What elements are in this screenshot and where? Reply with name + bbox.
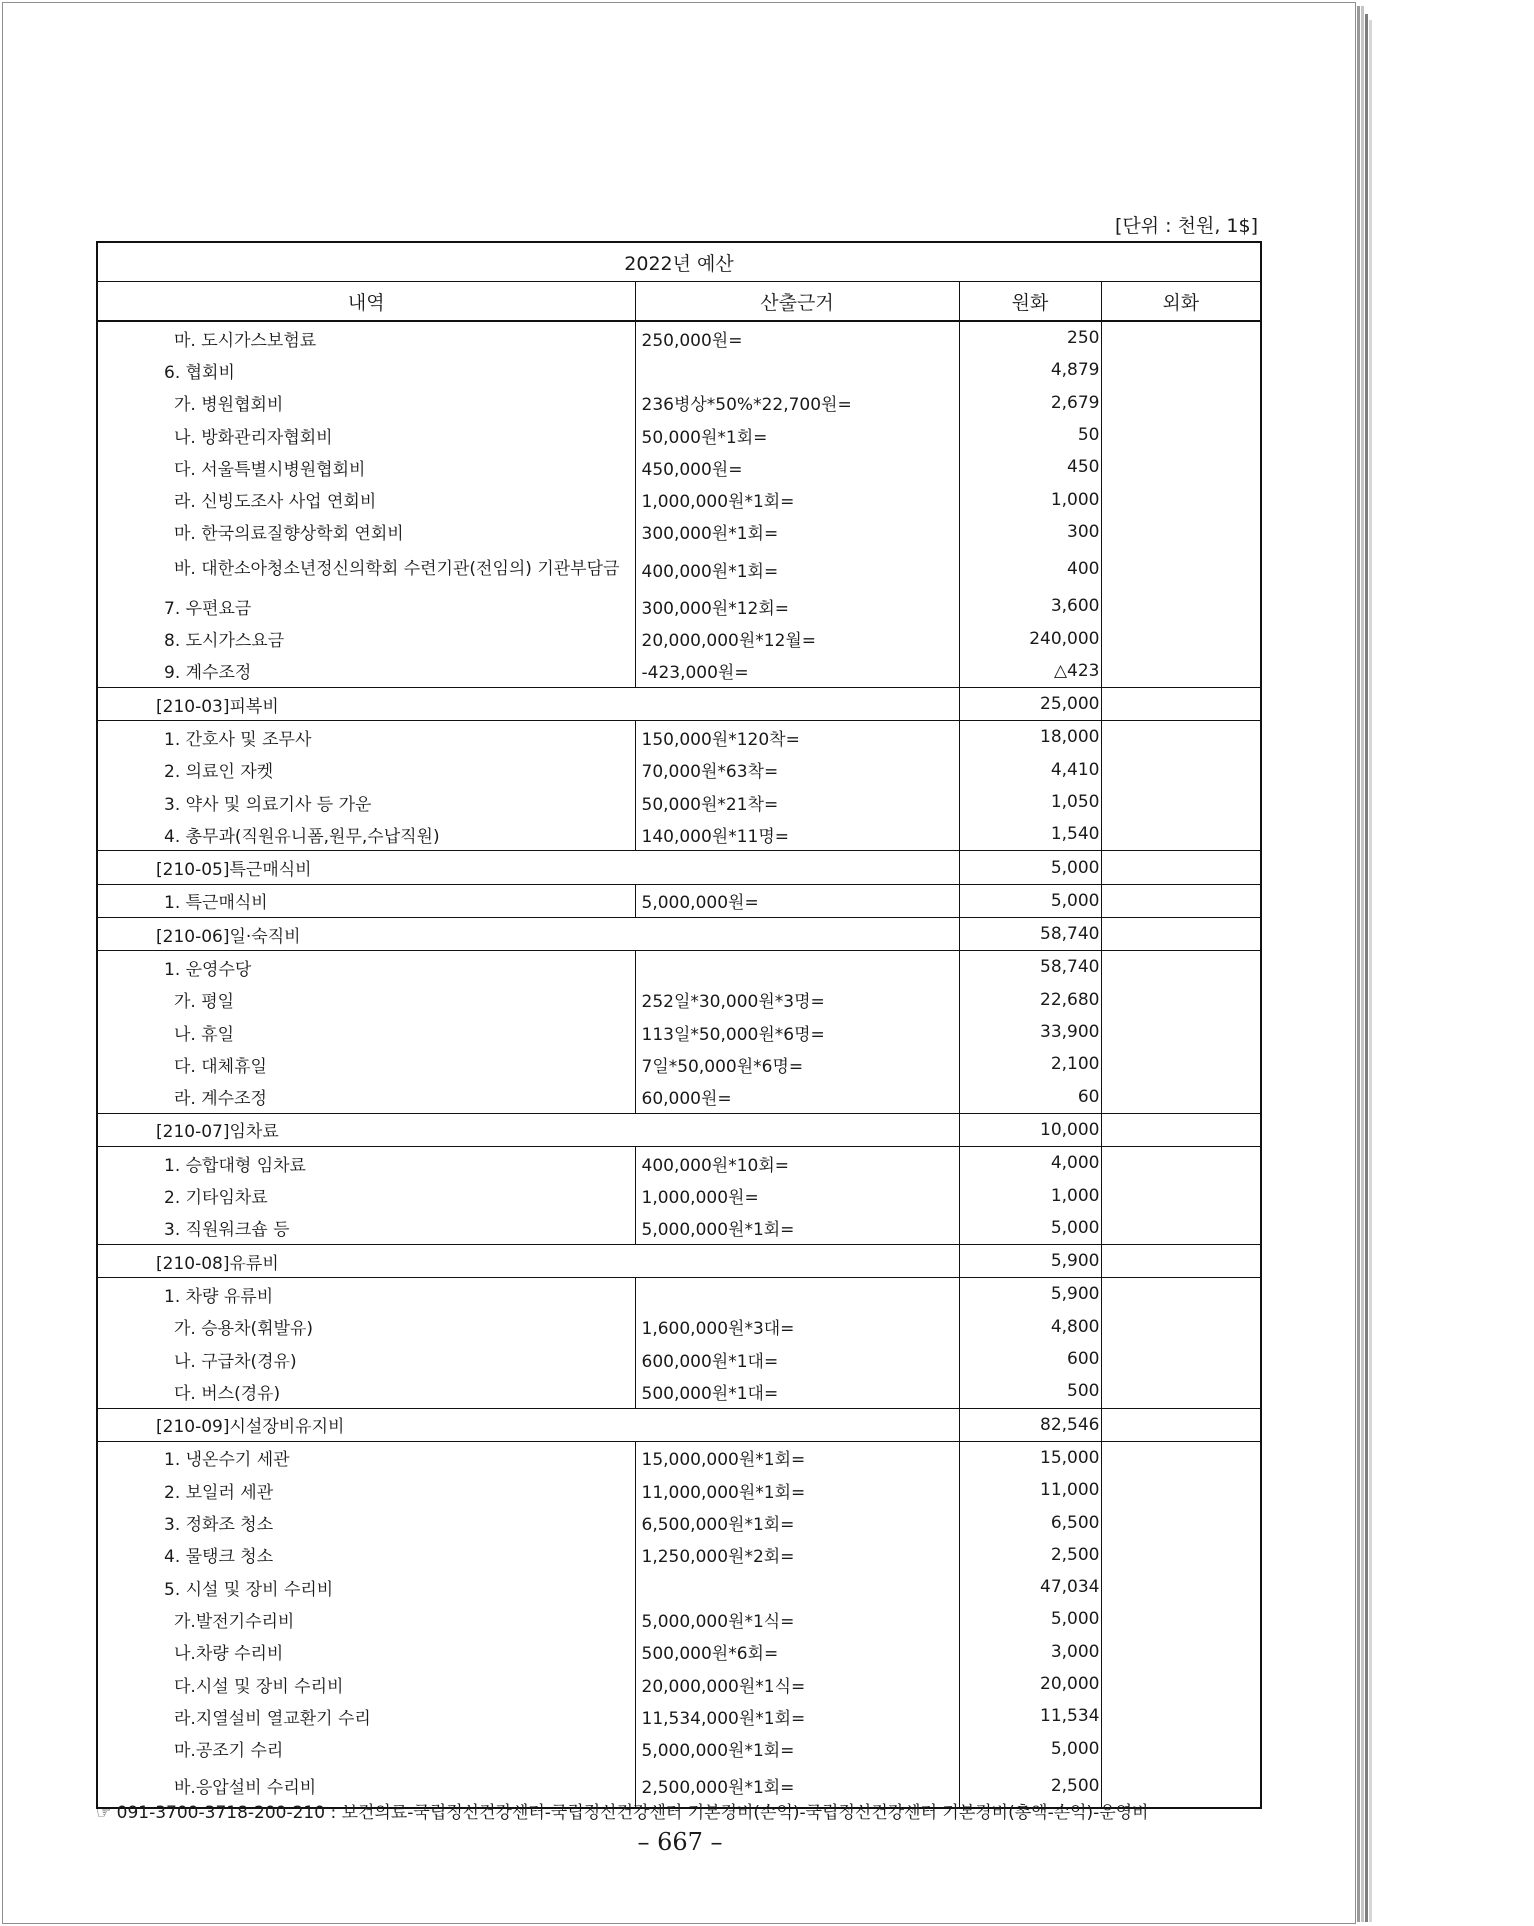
row-calculation-basis: 400,000원*10회=	[635, 1147, 959, 1180]
row-foreign-amount	[1101, 984, 1261, 1016]
table-row	[97, 321, 1261, 354]
row-krw-amount: 1,000	[959, 483, 1101, 515]
row-calculation-basis: 140,000원*11명=	[635, 818, 959, 851]
table-row	[97, 721, 1261, 754]
row-calculation-basis: 236병상*50%*22,700원=	[635, 387, 959, 419]
row-calculation-basis: 20,000,000원*1식=	[635, 1668, 959, 1700]
row-item-label: 가. 병원협회비	[174, 395, 284, 416]
table-row	[97, 1179, 1261, 1211]
row-foreign-amount	[1101, 1048, 1261, 1080]
row-calculation-basis: 50,000원*1회=	[635, 419, 959, 451]
row-calculation-basis	[635, 1113, 959, 1146]
row-krw-amount: △423	[959, 655, 1101, 688]
row-calculation-basis: 1,000,000원*1회=	[635, 483, 959, 515]
row-krw-amount: 4,800	[959, 1311, 1101, 1343]
row-item-label: 2. 보일러 세관	[164, 1482, 274, 1503]
row-calculation-basis: 50,000원*21착=	[635, 786, 959, 818]
row-foreign-amount	[1101, 1016, 1261, 1048]
section-row	[97, 1408, 1261, 1441]
row-foreign-amount	[1101, 721, 1261, 754]
section-row	[97, 687, 1261, 720]
row-foreign-amount	[1101, 1506, 1261, 1538]
table-row	[97, 818, 1261, 851]
column-header-foreign: 외화	[1101, 282, 1261, 322]
table-row	[97, 1474, 1261, 1506]
row-foreign-amount	[1101, 1343, 1261, 1375]
page-stack-edge	[1365, 14, 1368, 1922]
row-foreign-amount	[1101, 687, 1261, 720]
row-foreign-amount	[1101, 1474, 1261, 1506]
row-foreign-amount	[1101, 1179, 1261, 1211]
table-row	[97, 590, 1261, 622]
row-krw-amount: 11,534	[959, 1700, 1101, 1732]
table-row	[97, 1732, 1261, 1764]
row-calculation-basis: 5,000,000원*1식=	[635, 1603, 959, 1635]
row-krw-amount: 1,050	[959, 786, 1101, 818]
row-item-label: 1. 운영수당	[164, 959, 252, 980]
row-krw-amount: 5,000	[959, 1603, 1101, 1635]
table-row	[97, 1700, 1261, 1732]
row-krw-amount: 20,000	[959, 1668, 1101, 1700]
row-krw-amount: 22,680	[959, 984, 1101, 1016]
row-foreign-amount	[1101, 1571, 1261, 1603]
row-calculation-basis: 6,500,000원*1회=	[635, 1506, 959, 1538]
row-krw-amount: 1,000	[959, 1179, 1101, 1211]
row-calculation-basis: 11,000,000원*1회=	[635, 1474, 959, 1506]
row-calculation-basis: 5,000,000원*1회=	[635, 1212, 959, 1245]
row-calculation-basis: 1,600,000원*3대=	[635, 1311, 959, 1343]
table-row	[97, 754, 1261, 786]
column-header-basis: 산출근거	[635, 282, 959, 322]
table-row	[97, 951, 1261, 984]
row-krw-amount: 1,540	[959, 818, 1101, 851]
row-item-label: 4. 총무과(직원유니폼,원무,수납직원)	[164, 826, 440, 847]
table-row	[97, 354, 1261, 386]
row-foreign-amount	[1101, 1147, 1261, 1180]
column-header-krw: 원화	[959, 282, 1101, 322]
row-krw-amount: 4,410	[959, 754, 1101, 786]
row-foreign-amount	[1101, 1311, 1261, 1343]
table-row	[97, 1506, 1261, 1538]
account-code-footnote: ☞ 091-3700-3718-200-210 : 보건의료-국립정신건강센터-국립정신건강센터 기본경비(손익)-국립정신건강센터 기본경비(총액-손익)-운영비	[96, 1803, 1149, 1823]
row-item-label: 1. 간호사 및 조무사	[164, 729, 312, 750]
row-foreign-amount	[1101, 1636, 1261, 1668]
row-krw-amount: 3,000	[959, 1636, 1101, 1668]
row-krw-amount: 58,740	[959, 951, 1101, 984]
table-row	[97, 1147, 1261, 1180]
row-calculation-basis	[635, 354, 959, 386]
row-item-label: 다. 서울특별시병원협회비	[174, 459, 366, 480]
row-item-label: [210-05]특근매식비	[97, 851, 635, 884]
row-item-label: 1. 냉온수기 세관	[164, 1450, 290, 1471]
row-foreign-amount	[1101, 622, 1261, 654]
row-krw-amount: 5,000	[959, 851, 1101, 884]
row-item-label: 다. 버스(경유)	[174, 1383, 281, 1404]
row-calculation-basis	[635, 851, 959, 884]
section-row	[97, 851, 1261, 884]
row-krw-amount: 2,679	[959, 387, 1101, 419]
row-calculation-basis	[635, 1571, 959, 1603]
page-number: – 667 –	[637, 1828, 723, 1856]
row-krw-amount: 50	[959, 419, 1101, 451]
row-item-label: 다. 대체휴일	[174, 1056, 267, 1077]
row-krw-amount: 2,100	[959, 1048, 1101, 1080]
row-krw-amount: 60	[959, 1081, 1101, 1114]
row-item-label: 나. 구급차(경유)	[174, 1351, 297, 1372]
table-row	[97, 786, 1261, 818]
row-item-label: 라.지열설비 열교환기 수리	[174, 1708, 371, 1729]
row-item-label: [210-09]시설장비유지비	[97, 1408, 635, 1441]
row-item-label: 나.차량 수리비	[174, 1644, 284, 1665]
row-item-label: 1. 승합대형 임차료	[164, 1155, 306, 1176]
row-foreign-amount	[1101, 1081, 1261, 1114]
row-item-label: 3. 직원워크숍 등	[164, 1220, 290, 1241]
row-foreign-amount	[1101, 918, 1261, 951]
row-krw-amount: 300	[959, 516, 1101, 548]
page-stack-edge	[1369, 20, 1372, 1922]
row-krw-amount: 58,740	[959, 918, 1101, 951]
table-row	[97, 451, 1261, 483]
row-item-label: 마. 한국의료질향상학회 연회비	[174, 524, 404, 545]
row-calculation-basis	[635, 951, 959, 984]
table-row	[97, 516, 1261, 548]
row-foreign-amount	[1101, 1408, 1261, 1441]
row-krw-amount: 15,000	[959, 1441, 1101, 1474]
table-row	[97, 387, 1261, 419]
table-row	[97, 655, 1261, 688]
row-item-label: 9. 계수조정	[164, 663, 252, 684]
row-foreign-amount	[1101, 754, 1261, 786]
row-item-label: 마.공조기 수리	[174, 1741, 284, 1762]
row-foreign-amount	[1101, 1668, 1261, 1700]
row-calculation-basis	[635, 687, 959, 720]
row-foreign-amount	[1101, 1113, 1261, 1146]
table-row	[97, 622, 1261, 654]
row-calculation-basis: 252일*30,000원*3명=	[635, 984, 959, 1016]
row-calculation-basis: -423,000원=	[635, 655, 959, 688]
row-krw-amount: 500	[959, 1375, 1101, 1408]
row-krw-amount: 5,900	[959, 1278, 1101, 1311]
row-calculation-basis	[635, 918, 959, 951]
row-item-label: 2. 기타임차료	[164, 1188, 268, 1209]
row-item-label: 2. 의료인 자켓	[164, 762, 274, 783]
row-calculation-basis: 20,000,000원*12월=	[635, 622, 959, 654]
row-krw-amount: 5,000	[959, 884, 1101, 917]
row-krw-amount: 82,546	[959, 1408, 1101, 1441]
table-row	[97, 1375, 1261, 1408]
table-row	[97, 1278, 1261, 1311]
table-row	[97, 1539, 1261, 1571]
row-calculation-basis	[635, 1245, 959, 1278]
row-foreign-amount	[1101, 1441, 1261, 1474]
page-stack-edge	[1357, 6, 1360, 1922]
row-foreign-amount	[1101, 851, 1261, 884]
table-row	[97, 483, 1261, 515]
row-krw-amount: 10,000	[959, 1113, 1101, 1146]
row-krw-amount: 47,034	[959, 1571, 1101, 1603]
row-item-label: 1. 차량 유류비	[164, 1286, 274, 1307]
row-foreign-amount	[1101, 548, 1261, 590]
row-krw-amount: 33,900	[959, 1016, 1101, 1048]
table-row	[97, 984, 1261, 1016]
row-item-label: 나. 휴일	[174, 1024, 235, 1045]
row-foreign-amount	[1101, 1700, 1261, 1732]
row-item-label: 1. 특근매식비	[164, 893, 268, 914]
table-row	[97, 1603, 1261, 1635]
row-foreign-amount	[1101, 387, 1261, 419]
row-calculation-basis: 60,000원=	[635, 1081, 959, 1114]
table-row	[97, 419, 1261, 451]
row-krw-amount: 18,000	[959, 721, 1101, 754]
row-foreign-amount	[1101, 1732, 1261, 1764]
row-item-label: 다.시설 및 장비 수리비	[174, 1676, 344, 1697]
row-calculation-basis: 450,000원=	[635, 451, 959, 483]
table-row	[97, 1212, 1261, 1245]
row-item-label: 바.응압설비 수리비	[174, 1778, 317, 1799]
row-item-label: 6. 협회비	[164, 362, 235, 383]
row-item-label: 마. 도시가스보험료	[174, 330, 317, 351]
row-calculation-basis: 2,500,000원*1회=	[635, 1765, 959, 1808]
row-calculation-basis	[635, 1278, 959, 1311]
row-krw-amount: 4,000	[959, 1147, 1101, 1180]
row-krw-amount: 2,500	[959, 1765, 1101, 1808]
row-item-label: 4. 물탱크 청소	[164, 1547, 274, 1568]
section-row	[97, 1245, 1261, 1278]
table-row	[97, 1571, 1261, 1603]
row-krw-amount: 3,600	[959, 590, 1101, 622]
section-row	[97, 1113, 1261, 1146]
row-item-label: 가. 평일	[174, 992, 235, 1013]
row-krw-amount: 2,500	[959, 1539, 1101, 1571]
column-header-item: 내역	[97, 282, 635, 322]
table-body	[97, 321, 1261, 1808]
row-calculation-basis: 1,250,000원*2회=	[635, 1539, 959, 1571]
row-calculation-basis: 300,000원*12회=	[635, 590, 959, 622]
row-calculation-basis: 11,534,000원*1회=	[635, 1700, 959, 1732]
row-item-label: 바. 대한소아청소년정신의학회 수련기관(전임의) 기관부담금	[174, 559, 620, 580]
row-krw-amount: 250	[959, 321, 1101, 354]
table-row	[97, 548, 1261, 590]
row-foreign-amount	[1101, 1278, 1261, 1311]
row-calculation-basis: 150,000원*120착=	[635, 721, 959, 754]
row-foreign-amount	[1101, 1539, 1261, 1571]
row-item-label: 7. 우편요금	[164, 598, 252, 619]
row-krw-amount: 25,000	[959, 687, 1101, 720]
row-item-label: [210-06]일·숙직비	[97, 918, 635, 951]
row-item-label: 8. 도시가스요금	[164, 631, 285, 652]
table-row	[97, 1636, 1261, 1668]
row-foreign-amount	[1101, 419, 1261, 451]
row-calculation-basis	[635, 1408, 959, 1441]
row-item-label: 라. 신빙도조사 사업 연회비	[174, 492, 377, 513]
row-foreign-amount	[1101, 1245, 1261, 1278]
table-row	[97, 1048, 1261, 1080]
row-item-label: 라. 계수조정	[174, 1089, 267, 1110]
row-krw-amount: 5,000	[959, 1732, 1101, 1764]
row-item-label: [210-07]임차료	[97, 1113, 635, 1146]
row-calculation-basis: 600,000원*1대=	[635, 1343, 959, 1375]
row-calculation-basis: 400,000원*1회=	[635, 548, 959, 590]
row-calculation-basis: 70,000원*63착=	[635, 754, 959, 786]
row-item-label: [210-03]피복비	[97, 687, 635, 720]
table-row	[97, 1311, 1261, 1343]
table-title: 2022년 예산	[97, 242, 1261, 282]
row-krw-amount: 11,000	[959, 1474, 1101, 1506]
table-row	[97, 1668, 1261, 1700]
row-foreign-amount	[1101, 321, 1261, 354]
table-row	[97, 1343, 1261, 1375]
row-calculation-basis: 300,000원*1회=	[635, 516, 959, 548]
unit-label: [단위 : 천원, 1$]	[1115, 215, 1258, 237]
row-krw-amount: 5,900	[959, 1245, 1101, 1278]
row-calculation-basis: 113일*50,000원*6명=	[635, 1016, 959, 1048]
row-krw-amount: 450	[959, 451, 1101, 483]
row-foreign-amount	[1101, 1375, 1261, 1408]
row-calculation-basis: 5,000,000원*1회=	[635, 1732, 959, 1764]
row-calculation-basis: 7일*50,000원*6명=	[635, 1048, 959, 1080]
row-foreign-amount	[1101, 655, 1261, 688]
row-calculation-basis: 500,000원*6회=	[635, 1636, 959, 1668]
row-calculation-basis: 250,000원=	[635, 321, 959, 354]
row-item-label: [210-08]유류비	[97, 1245, 635, 1278]
budget-table	[96, 241, 1262, 1809]
table-row	[97, 1081, 1261, 1114]
table-row	[97, 1441, 1261, 1474]
row-foreign-amount	[1101, 354, 1261, 386]
row-calculation-basis: 5,000,000원=	[635, 884, 959, 917]
table-row	[97, 1016, 1261, 1048]
row-foreign-amount	[1101, 1212, 1261, 1245]
row-item-label: 3. 약사 및 의료기사 등 가운	[164, 794, 372, 815]
section-row	[97, 918, 1261, 951]
row-foreign-amount	[1101, 483, 1261, 515]
row-item-label: 5. 시설 및 장비 수리비	[164, 1579, 334, 1600]
row-foreign-amount	[1101, 818, 1261, 851]
row-calculation-basis: 15,000,000원*1회=	[635, 1441, 959, 1474]
row-foreign-amount	[1101, 1603, 1261, 1635]
row-calculation-basis: 1,000,000원=	[635, 1179, 959, 1211]
row-item-label: 3. 정화조 청소	[164, 1515, 274, 1536]
row-krw-amount: 4,879	[959, 354, 1101, 386]
page-stack-edge	[1361, 6, 1364, 1922]
row-krw-amount: 5,000	[959, 1212, 1101, 1245]
row-foreign-amount	[1101, 951, 1261, 984]
row-item-label: 가.발전기수리비	[174, 1611, 295, 1632]
table-row	[97, 884, 1261, 917]
row-calculation-basis: 500,000원*1대=	[635, 1375, 959, 1408]
row-foreign-amount	[1101, 451, 1261, 483]
row-krw-amount: 240,000	[959, 622, 1101, 654]
row-foreign-amount	[1101, 884, 1261, 917]
row-item-label: 나. 방화관리자협회비	[174, 427, 333, 448]
row-krw-amount: 400	[959, 548, 1101, 590]
row-krw-amount: 600	[959, 1343, 1101, 1375]
row-foreign-amount	[1101, 516, 1261, 548]
row-krw-amount: 6,500	[959, 1506, 1101, 1538]
row-item-label: 가. 승용차(휘발유)	[174, 1319, 314, 1340]
row-foreign-amount	[1101, 786, 1261, 818]
row-foreign-amount	[1101, 590, 1261, 622]
